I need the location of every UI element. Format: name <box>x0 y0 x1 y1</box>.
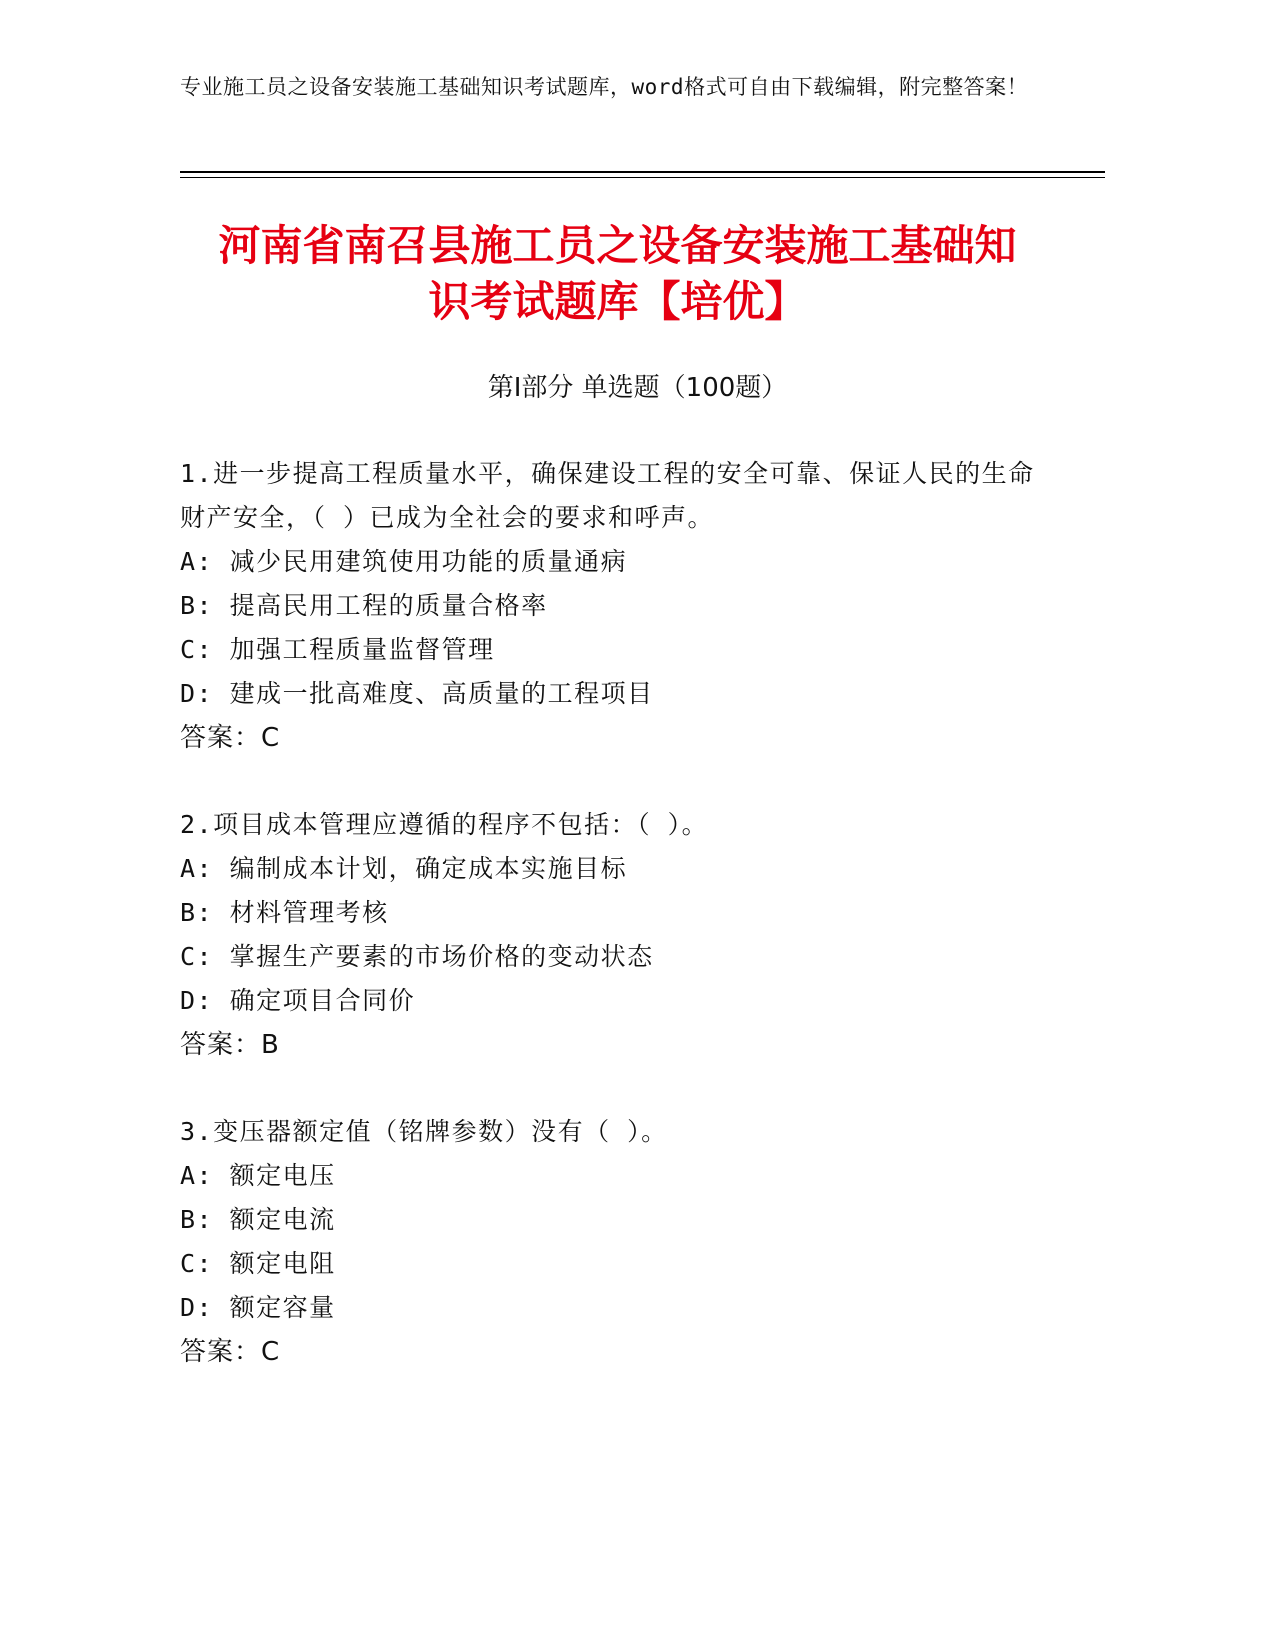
section-title: 第Ⅰ部分 单选题（100题） <box>487 373 788 403</box>
document-title <box>140 218 1095 330</box>
question-2 <box>180 803 1040 1067</box>
option-c: C: 掌握生产要素的市场价格的变动状态 <box>180 942 654 971</box>
question-stem: 2.项目成本管理应遵循的程序不包括：（ ）。 <box>180 810 709 839</box>
option-d: D: 额定容量 <box>180 1293 336 1322</box>
option-c: C: 额定电阻 <box>180 1249 336 1278</box>
option-c: C: 加强工程质量监督管理 <box>180 635 495 664</box>
option-b: B: 提高民用工程的质量合格率 <box>180 591 548 620</box>
question-list <box>180 452 1040 1417</box>
header-divider-thick <box>180 171 1105 173</box>
option-d: D: 确定项目合同价 <box>180 986 416 1015</box>
option-a: A: 额定电压 <box>180 1161 336 1190</box>
answer-line: 答案：C <box>180 723 281 753</box>
option-b: B: 额定电流 <box>180 1205 336 1234</box>
question-3 <box>180 1110 1040 1374</box>
question-stem: 1.进一步提高工程质量水平，确保建设工程的安全可靠、保证人民的生命财产安全，（ ）已成为全社会的要求和呼声。 <box>180 459 1035 532</box>
header-divider-thin <box>180 177 1105 178</box>
document-title-line-1: 河南省南召县施工员之设备安装施工基础知 <box>218 221 1017 270</box>
header-note: 专业施工员之设备安装施工基础知识考试题库，word格式可自由下载编辑，附完整答案！ <box>180 75 1029 99</box>
option-b: B: 材料管理考核 <box>180 898 389 927</box>
option-d: D: 建成一批高难度、高质量的工程项目 <box>180 679 654 708</box>
option-a: A: 编制成本计划，确定成本实施目标 <box>180 854 628 883</box>
answer-line: 答案：C <box>180 1337 281 1367</box>
document-title-line-2: 识考试题库【培优】 <box>428 277 807 326</box>
answer-line: 答案：B <box>180 1030 280 1060</box>
question-stem: 3.变压器额定值（铭牌参数）没有（ ）。 <box>180 1117 668 1146</box>
option-a: A: 减少民用建筑使用功能的质量通病 <box>180 547 628 576</box>
question-1 <box>180 452 1040 760</box>
